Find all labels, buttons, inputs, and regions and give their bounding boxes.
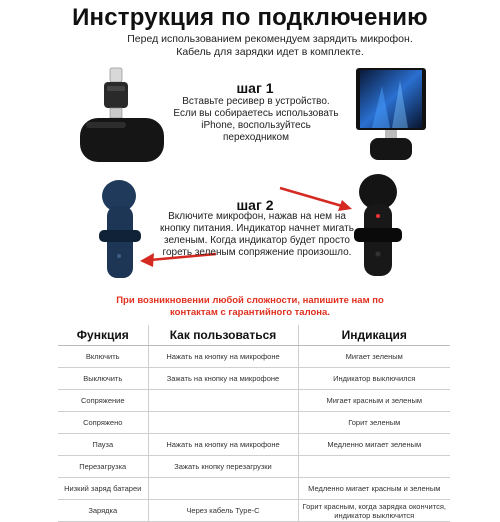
step-2-text: Включите микрофон, нажав на нем на кнопку питания. Индикатор начнет мигать зеленым. Когда индикатор будет просто гореть зеленым сопряжение произошло. bbox=[160, 211, 354, 258]
step-1-title: шаг 1 bbox=[236, 80, 274, 96]
cell-indication: Горит зеленым bbox=[298, 412, 450, 434]
header-how-to-use: Как пользоваться bbox=[148, 325, 298, 346]
cell-function: Зарядка bbox=[58, 500, 148, 522]
cell-how-to-use: Нажать на кнопку на микрофоне bbox=[148, 346, 298, 368]
cell-indication: Медленно мигает зеленым bbox=[298, 434, 450, 456]
cell-indication bbox=[298, 456, 450, 478]
cell-how-to-use bbox=[148, 390, 298, 412]
page-title: Инструкция по подключению bbox=[72, 4, 428, 31]
table-row bbox=[58, 500, 450, 522]
cell-how-to-use: Зажать кнопку перезагрузки bbox=[148, 456, 298, 478]
header-indication: Индикация bbox=[298, 325, 450, 346]
cell-indication: Мигает зеленым bbox=[298, 346, 450, 368]
function-table bbox=[58, 325, 450, 522]
cell-function: Пауза bbox=[58, 434, 148, 456]
cell-indication: Медленно мигает красным и зеленым bbox=[298, 478, 450, 500]
table-row bbox=[58, 368, 450, 390]
table-row bbox=[58, 346, 450, 368]
cell-function: Выключить bbox=[58, 368, 148, 390]
cell-indication: Индикатор выключился bbox=[298, 368, 450, 390]
receiver-with-adapter-image bbox=[70, 62, 170, 172]
cell-function: Сопряжено bbox=[58, 412, 148, 434]
cell-how-to-use bbox=[148, 412, 298, 434]
table-row bbox=[58, 412, 450, 434]
header-function: Функция bbox=[58, 325, 148, 346]
step-1-text: Вставьте ресивер в устройство. Если вы собираетесь использовать iPhone, воспользуйтесь переходником bbox=[173, 96, 339, 143]
table-row bbox=[58, 478, 450, 500]
cell-how-to-use: Зажать на кнопку на микрофоне bbox=[148, 368, 298, 390]
cell-indication: Горит красным, когда зарядка окончится, индикатор выключится bbox=[298, 500, 450, 522]
intro-text: Перед использованием рекомендуем зарядить микрофон. Кабель для зарядки идет в комплекте. bbox=[127, 33, 413, 58]
phone-with-receiver-image bbox=[352, 66, 432, 166]
cell-function: Низкий заряд батареи bbox=[58, 478, 148, 500]
cell-how-to-use: Через кабель Type-C bbox=[148, 500, 298, 522]
table-header-row bbox=[58, 325, 450, 346]
cell-how-to-use bbox=[148, 478, 298, 500]
table-row bbox=[58, 456, 450, 478]
cell-how-to-use: Нажать на кнопку на микрофоне bbox=[148, 434, 298, 456]
cell-indication: Мигает красным и зеленым bbox=[298, 390, 450, 412]
table-row bbox=[58, 434, 450, 456]
cell-function: Сопряжение bbox=[58, 390, 148, 412]
cell-function: Включить bbox=[58, 346, 148, 368]
warning-text: При возникновении любой сложности, напишите нам по контактам с гарантийного талона. bbox=[116, 295, 384, 318]
blue-microphone-image bbox=[95, 178, 145, 288]
table-row bbox=[58, 390, 450, 412]
cell-function: Перезагрузка bbox=[58, 456, 148, 478]
step-2-title: шаг 2 bbox=[236, 197, 274, 213]
